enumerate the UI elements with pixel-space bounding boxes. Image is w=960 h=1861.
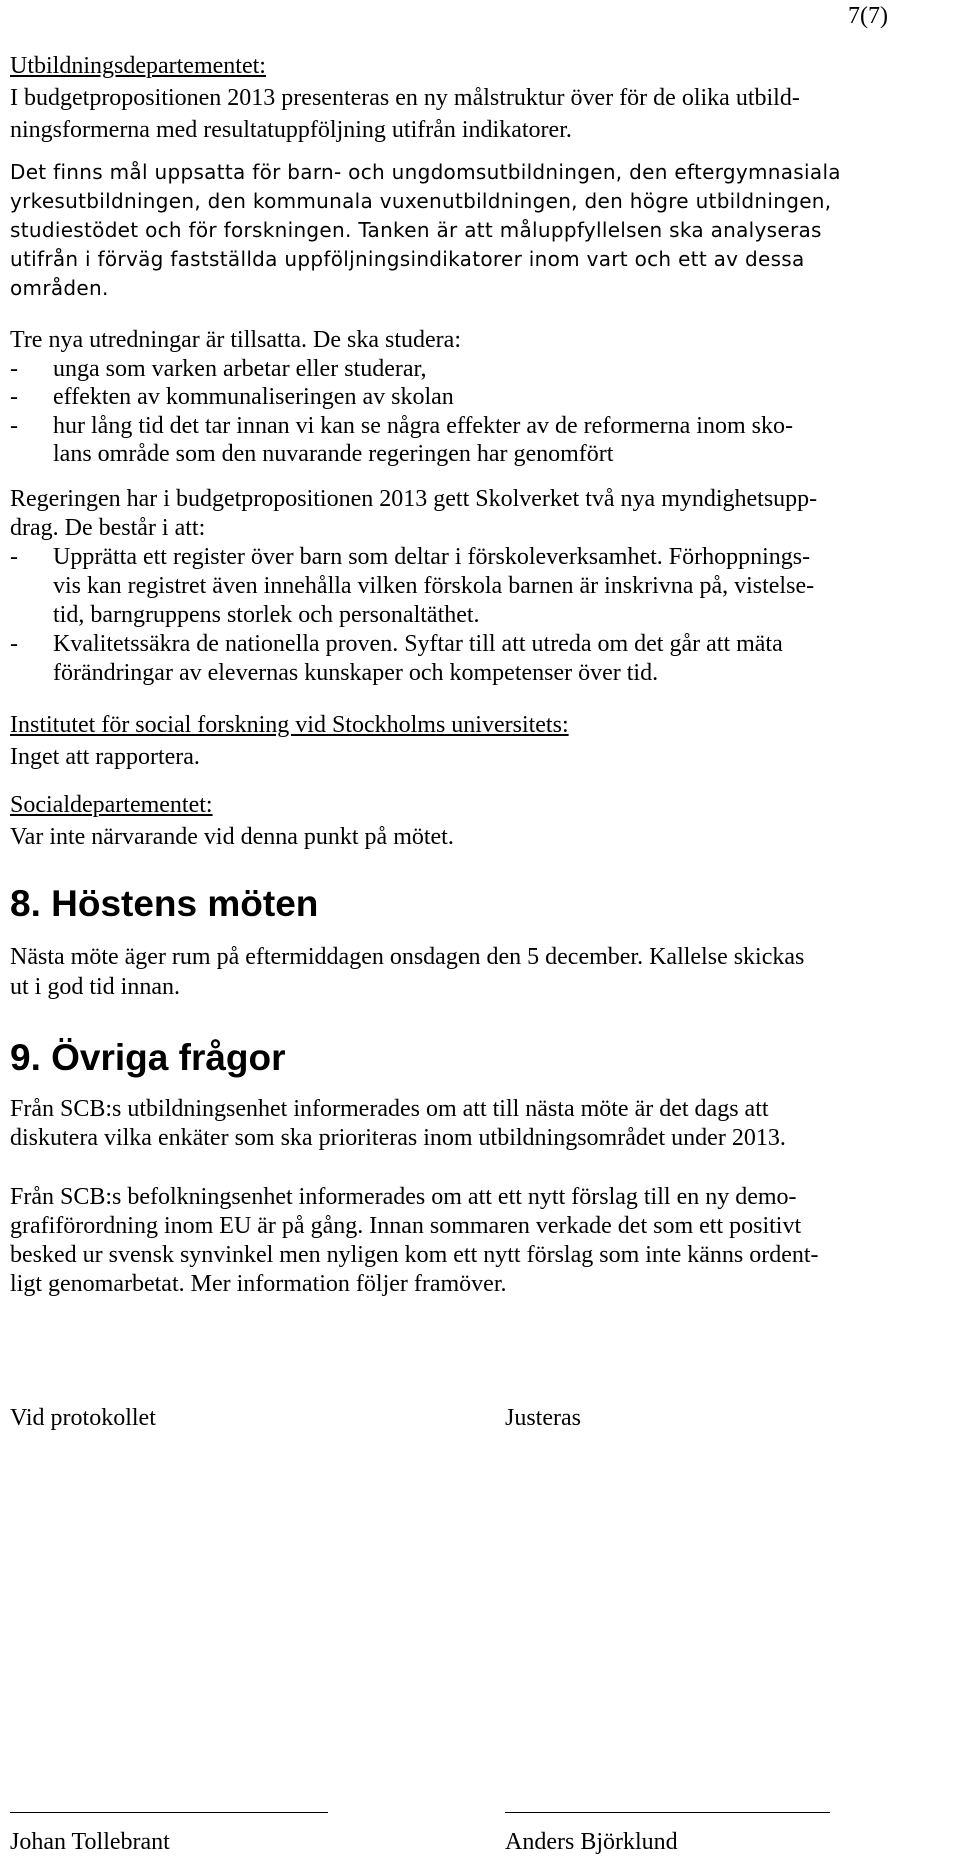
signature-line-right bbox=[505, 1812, 830, 1813]
list-item bbox=[10, 383, 940, 412]
text-line: områden. bbox=[10, 276, 109, 300]
page-number: 7(7) bbox=[848, 3, 888, 29]
text-line: besked ur svensk synvinkel men nyligen kom ett nytt förslag som inte känns ordent- bbox=[10, 1242, 819, 1268]
section-title: 8. Höstens möten bbox=[10, 883, 319, 924]
list-text: förändringar av elevernas kunskaper och kompetenser över tid. bbox=[53, 660, 659, 686]
list-dash bbox=[10, 601, 53, 630]
list-item bbox=[10, 355, 940, 384]
text-line: diskutera vilka enkäter som ska prioriteras inom utbildningsområdet under 2013. bbox=[10, 1125, 786, 1151]
list-text: tid, barngruppens storlek och personaltäthet. bbox=[53, 602, 480, 628]
list-item bbox=[10, 440, 940, 469]
text-line: yrkesutbildningen, den kommunala vuxenutbildningen, den högre utbildningen, bbox=[10, 189, 832, 213]
list-item bbox=[10, 412, 940, 441]
list-text: effekten av kommunaliseringen av skolan bbox=[53, 384, 454, 410]
signature-right-label: Justeras bbox=[505, 1405, 581, 1431]
list-item bbox=[10, 601, 940, 630]
paragraph-befolkningsenhet bbox=[10, 1183, 940, 1299]
section-heading: Utbildningsdepartementet: bbox=[10, 53, 266, 79]
text-line: ningsformerna med resultatuppföljning utifrån indikatorer. bbox=[10, 117, 572, 143]
list-dash: - bbox=[10, 384, 18, 410]
text-line: I budgetpropositionen 2013 presenteras en ny målstruktur över för de olika utbild- bbox=[10, 85, 800, 111]
section-heading: Institutet för social forskning vid Stockholms universitets: bbox=[10, 712, 569, 738]
list-dash bbox=[10, 659, 53, 688]
text-line: utifrån i förväg fastställda uppföljningsindikatorer inom vart och ett av dessa bbox=[10, 247, 805, 271]
list-item bbox=[10, 543, 940, 572]
text-line: Var inte närvarande vid denna punkt på mötet. bbox=[10, 824, 454, 850]
list-dash: - bbox=[10, 412, 18, 439]
list-text: Kvalitetssäkra de nationella proven. Syftar till att utreda om det går att mäta bbox=[53, 631, 783, 657]
list-text: Upprätta ett register över barn som deltar i förskoleverksamhet. Förhoppnings- bbox=[53, 544, 811, 570]
list-dash: - bbox=[10, 544, 18, 570]
text-line: Från SCB:s utbildningsenhet informerades om att till nästa möte är det dags att bbox=[10, 1096, 769, 1122]
list-dash bbox=[10, 572, 53, 601]
paragraph-hostens-moten bbox=[10, 942, 940, 1002]
text-line: ligt genomarbetat. Mer information följer framöver. bbox=[10, 1271, 507, 1297]
paragraph-utbildningsenhet bbox=[10, 1095, 940, 1153]
text-line: Nästa möte äger rum på eftermiddagen onsdagen den 5 december. Kallelse skickas bbox=[10, 944, 805, 970]
section-9 bbox=[10, 1036, 940, 1080]
list-dash: - bbox=[10, 355, 18, 382]
text-line: Regeringen har i budgetpropositionen 2013 gett Skolverket två nya myndighetsupp- bbox=[10, 486, 818, 512]
list-dash bbox=[10, 440, 53, 469]
list-text: vis kan registret även innehålla vilken förskola barnen är inskrivna på, vistelse- bbox=[53, 573, 815, 599]
section-sofi bbox=[10, 709, 940, 773]
list-item bbox=[10, 659, 940, 688]
section-title: 9. Övriga frågor bbox=[10, 1037, 286, 1078]
text-line: Det finns mål uppsatta för barn- och ungdomsutbildningen, den eftergymnasiala bbox=[10, 160, 841, 184]
list-item bbox=[10, 572, 940, 601]
list-dash: - bbox=[10, 631, 18, 657]
signature-line-left bbox=[10, 1812, 328, 1813]
section-utbildningsdepartementet bbox=[10, 50, 940, 146]
section-heading: Socialdepartementet: bbox=[10, 792, 213, 818]
paragraph-utredningar bbox=[10, 326, 940, 469]
section-8 bbox=[10, 882, 940, 926]
text-line: Tre nya utredningar är tillsatta. De ska studera: bbox=[10, 327, 461, 353]
text-line: drag. De består i att: bbox=[10, 515, 206, 541]
list-text: lans område som den nuvarande regeringen har genomfört bbox=[53, 441, 614, 467]
text-line: ut i god tid innan. bbox=[10, 974, 180, 1000]
signature-left-label: Vid protokollet bbox=[10, 1405, 156, 1431]
text-line: grafiförordning inom EU är på gång. Innan sommaren verkade det som ett positivt bbox=[10, 1213, 802, 1239]
list-item bbox=[10, 630, 940, 659]
paragraph-mal bbox=[10, 158, 940, 303]
list-text: unga som varken arbetar eller studerar, bbox=[53, 355, 427, 382]
paragraph-skolverket bbox=[10, 485, 940, 688]
list-text: hur lång tid det tar innan vi kan se några effekter av de reformerna inom sko- bbox=[53, 412, 793, 439]
text-line: studiestödet och för forskningen. Tanken är att måluppfyllelsen ska analyseras bbox=[10, 218, 822, 242]
text-line: Från SCB:s befolkningsenhet informerades om att ett nytt förslag till en ny demo- bbox=[10, 1184, 797, 1210]
text-line: Inget att rapportera. bbox=[10, 744, 200, 770]
signature-right-name: Anders Björklund bbox=[505, 1829, 678, 1855]
signature-left-name: Johan Tollebrant bbox=[10, 1829, 170, 1855]
section-socialdepartementet bbox=[10, 789, 940, 853]
